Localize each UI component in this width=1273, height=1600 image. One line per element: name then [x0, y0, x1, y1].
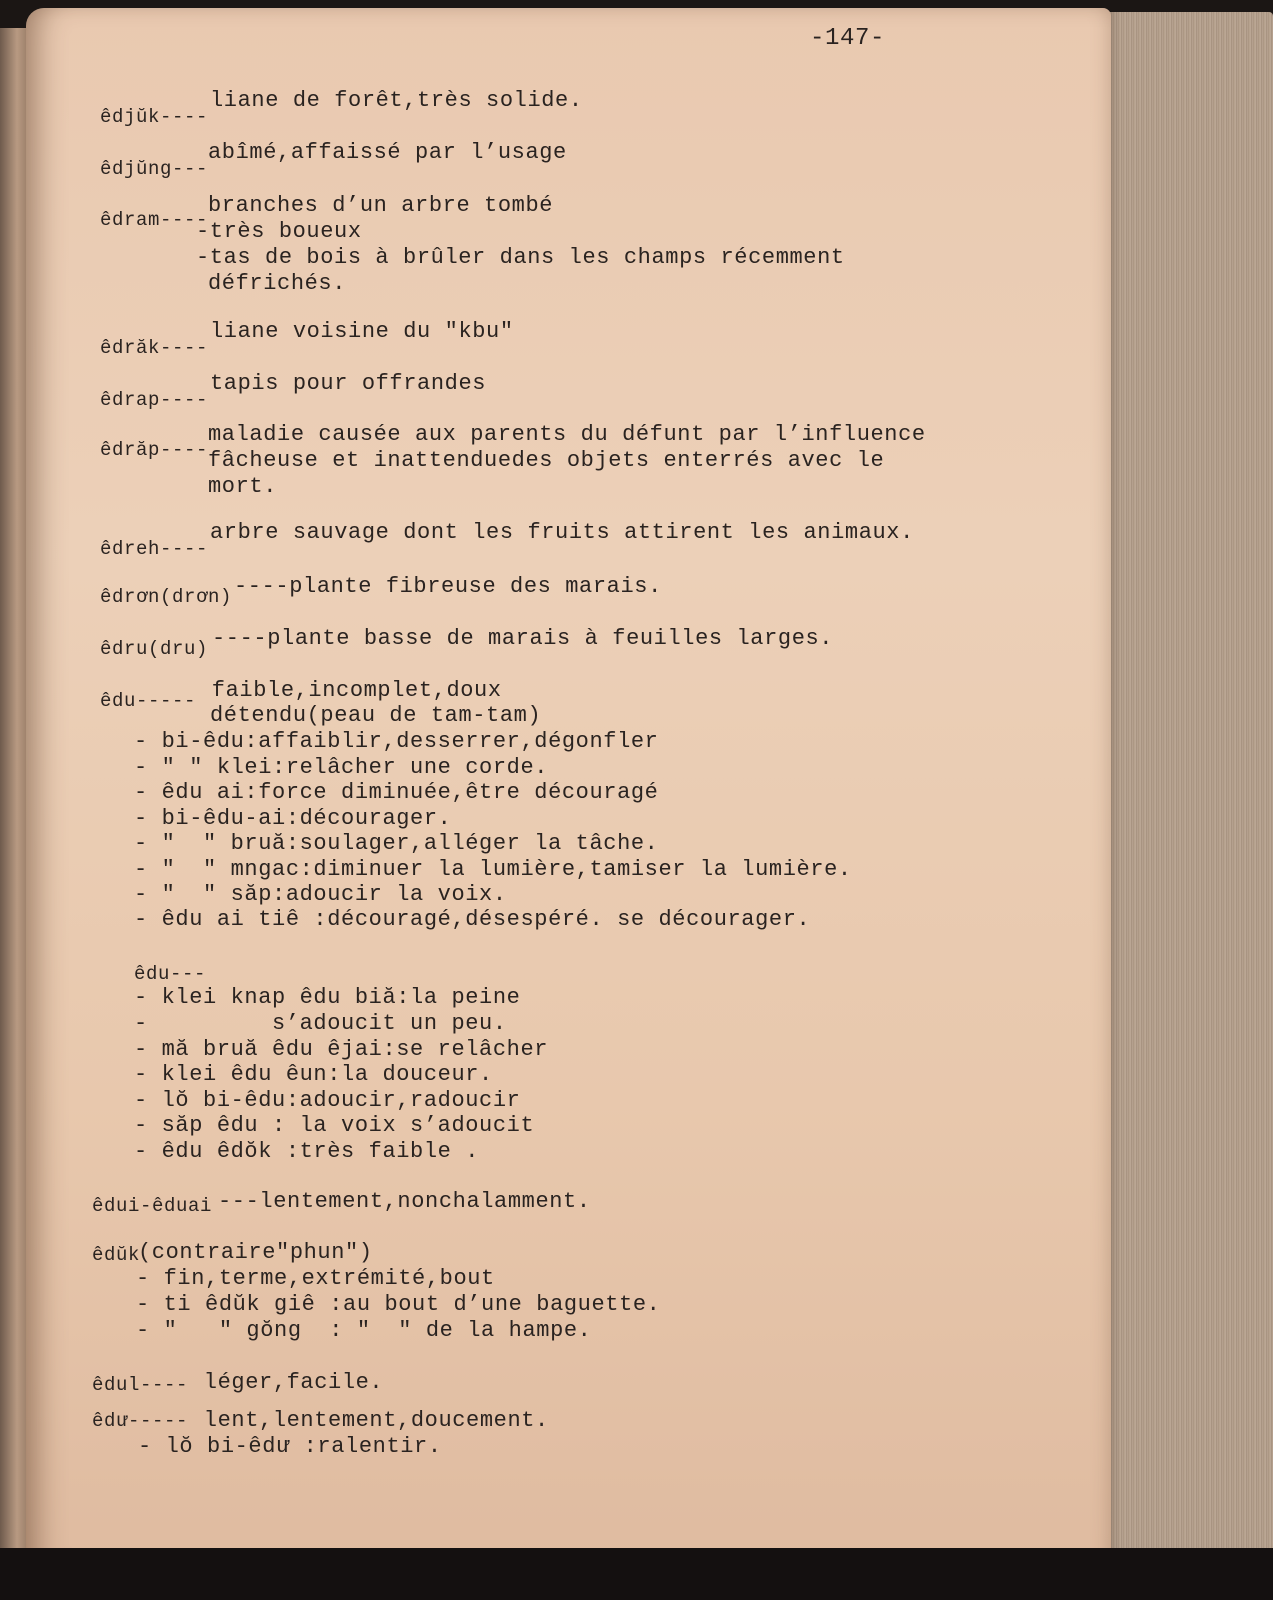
definition-line: - ti êdŭk giê :au bout d’une baguette. — [136, 1292, 661, 1317]
entry-headword: êdrăp---- — [100, 439, 209, 461]
definition-line: - lŏ bi-êdu:adoucir,radoucir — [134, 1088, 521, 1113]
entry-definition: liane de forêt,très solide. — [210, 88, 583, 113]
definition-line: - fin,terme,extrémité,bout — [136, 1266, 495, 1291]
definition-line: - s’adoucit un peu. — [134, 1011, 507, 1036]
definition-line: - " " bruă:soulager,alléger la tâche. — [134, 831, 659, 856]
entry-definition: abîmé,affaissé par l’usage — [208, 140, 567, 165]
entry-definition: faible,incomplet,doux — [198, 678, 502, 703]
definition-line: fâcheuse et inattenduedes objets enterrés avec le — [208, 448, 885, 473]
entry-headword: êdreh---- — [100, 538, 209, 560]
entry-headword: êdrăk---- — [100, 337, 209, 359]
definition-line: détendu(peau de tam-tam) — [210, 703, 542, 728]
definition-line: - klei êdu êun:la douceur. — [134, 1062, 493, 1087]
entry-definition: lent,lentement,doucement. — [190, 1408, 549, 1433]
entry-definition: (contraire"phun") — [138, 1240, 373, 1265]
entry-headword: êdrơn(drơn) — [100, 586, 233, 608]
sub-headword: êdu--- — [134, 963, 207, 985]
definition-line: - êdu ai tiê :découragé,désespéré. se décourager. — [134, 907, 811, 932]
page-number: -147- — [810, 25, 886, 52]
entry-headword: êdul---- — [92, 1374, 189, 1396]
definition-line: - " " săp:adoucir la voix. — [134, 882, 507, 907]
entry-headword: êdrap---- — [100, 389, 209, 411]
book-page-stack — [1097, 12, 1273, 1568]
definition-line: - bi-êdu:affaiblir,desserrer,dégonfler — [134, 729, 659, 754]
definition-line: défrichés. — [208, 271, 347, 296]
definition-line: - êdu ai:force diminuée,être découragé — [134, 780, 659, 805]
definition-line: - săp êdu : la voix s’adoucit — [134, 1113, 535, 1138]
entry-definition: léger,facile. — [190, 1370, 384, 1395]
entry-definition: ---lentement,nonchalamment. — [218, 1189, 591, 1214]
definition-line: - " " gŏng : " " de la hampe. — [136, 1318, 592, 1343]
definition-line: - bi-êdu-ai:décourager. — [134, 806, 452, 831]
entry-definition: arbre sauvage dont les fruits attirent les animaux. — [210, 520, 914, 545]
entry-headword: êdjŭk---- — [100, 106, 209, 128]
entry-definition: ----plante fibreuse des marais. — [234, 574, 662, 599]
entry-headword: êdŭk — [92, 1244, 141, 1266]
entry-headword: êdram---- — [100, 209, 209, 231]
entry-headword: êdui-êduai — [92, 1195, 213, 1217]
entry-definition: tapis pour offrandes — [210, 371, 487, 396]
definition-line: - " " mngac:diminuer la lumière,tamiser la lumière. — [134, 857, 852, 882]
entry-headword: êdjŭng--- — [100, 158, 209, 180]
definition-line: - lŏ bi-êdư :ralentir. — [138, 1434, 442, 1459]
definition-line: -tas de bois à brûler dans les champs récemment — [196, 245, 845, 270]
background-shadow — [0, 1548, 1273, 1600]
entry-headword: êdư----- — [92, 1410, 189, 1432]
definition-line: - mă bruă êdu êjai:se relâcher — [134, 1037, 549, 1062]
definition-line: -très boueux — [196, 219, 362, 244]
entry-headword: êdru(dru) — [100, 638, 209, 660]
entry-definition: ----plante basse de marais à feuilles larges. — [212, 626, 834, 651]
definition-line: - " " klei:relâcher une corde. — [134, 755, 549, 780]
entry-definition: liane voisine du "kbu" — [210, 319, 514, 344]
definition-line: - êdu êdŏk :très faible . — [134, 1139, 480, 1164]
entry-headword: êdu----- — [100, 690, 197, 712]
definition-line: - klei knap êdu biă:la peine — [134, 985, 521, 1010]
definition-line: mort. — [208, 474, 278, 499]
entry-definition: maladie causée aux parents du défunt par l’influence — [208, 422, 926, 447]
entry-definition: branches d’un arbre tombé — [208, 193, 554, 218]
